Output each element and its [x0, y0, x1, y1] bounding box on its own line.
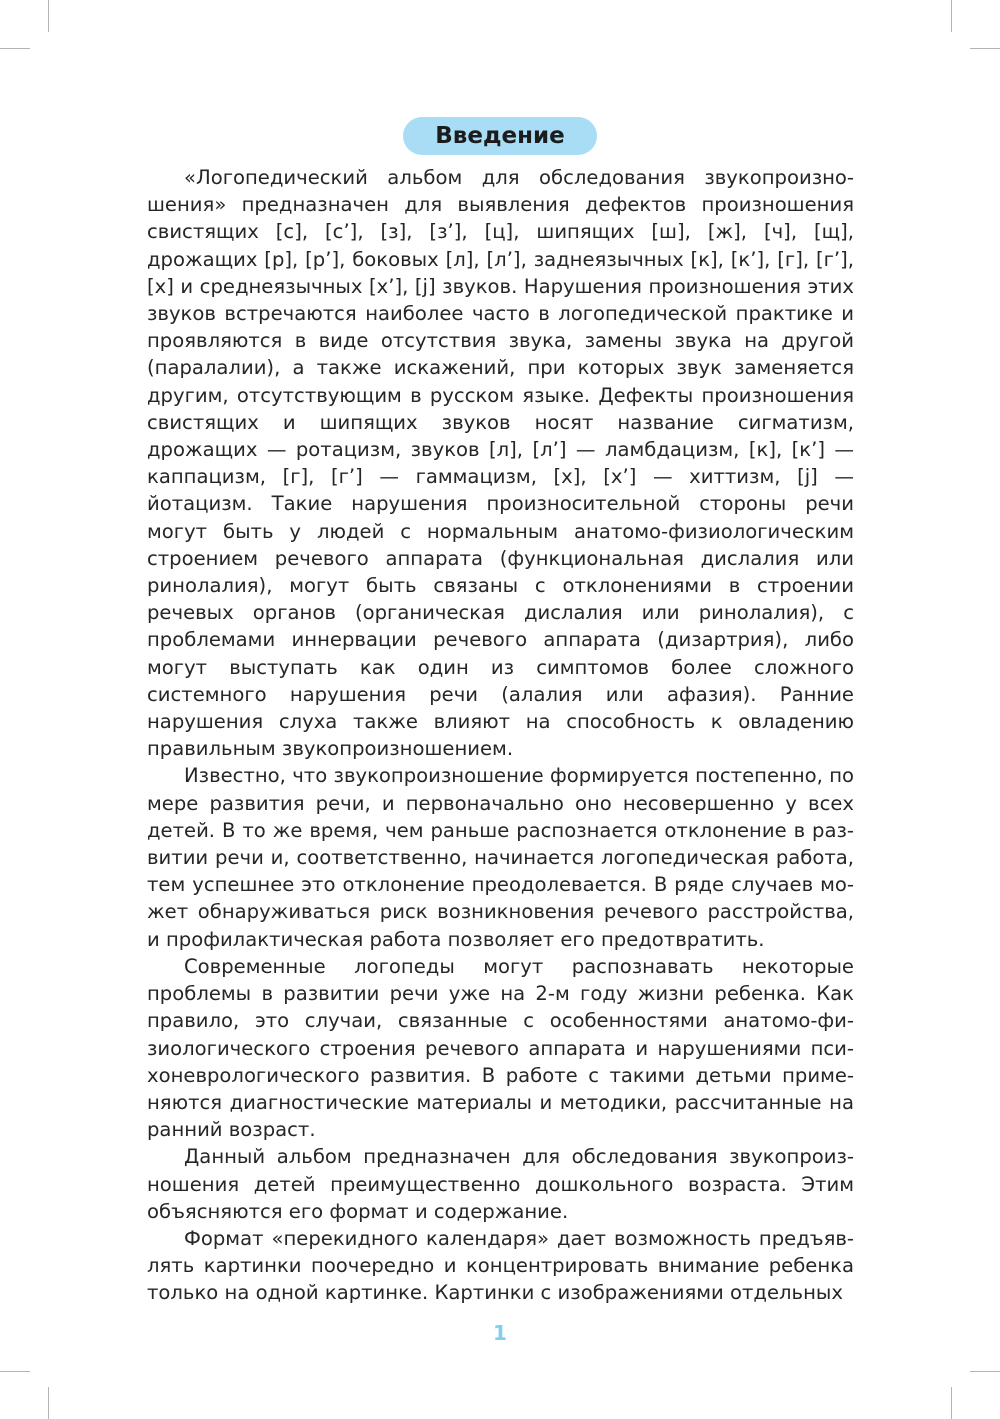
page-number: 1 — [493, 1321, 507, 1345]
paragraph: Данный альбом предназначен для обследования звукопроизношения детей преимущественно дошкольного возраста. Этим объясняются его формат и содержание. — [147, 1145, 854, 1223]
paragraph: Формат «перекидного календаря» дает возможность предъявлять картинки поочередно и концентрировать внимание ребенка только на одной картинке. Картинки с изображениями отдельных — [147, 1226, 854, 1305]
crop-mark-top-right-h — [970, 48, 1000, 49]
body-text — [147, 164, 854, 1307]
paragraph: Известно, что звукопроизношение формируется постепенно, по мере развития речи, и первоначально оно несовершенно у всех детей. В то же время, чем раньше распознается отклонение в развитии речи и, соответственно, начинается логопедическая работа, тем успешнее это отклонение преодолевается. В ряде случаев может обнаруживаться риск возникновения речевого расстройства, и профилактическая работа позволяет его предотвратить. — [147, 764, 854, 951]
crop-mark-bottom-right-v — [951, 1387, 952, 1419]
crop-mark-bottom-left-v — [48, 1387, 49, 1419]
crop-mark-top-left-v — [48, 0, 49, 32]
paragraph: «Логопедический альбом для обследования звукопроизношения» предназначен для выявления дефектов произношения свистящих [с], [с’], [з], [з’], [ц], шипящих [ш], [ж], [ч], [щ], дрожащих [р], [р’], боковых [л], [л’], заднеязычных [к], [к’], [г], [г’], [х] и среднеязычных [х’], [j] звуков. Нарушения произношения этих звуков встречаются наиболее часто в логопедической практике и проявляются в виде отсутствия звука, замены звука на другой (паралалии), а также искажений, при которых звук заменяется другим, отсутствующим в русском языке. Дефекты произношения свистящих и шипящих звуков носят название сигматизм, дрожащих — ротацизм, звуков [л], [л’] — ламбдацизм, [к], [к’] — каппацизм, [г], [г’] — гаммацизм, [х], [х’] — хиттизм, [j] — йотацизм. Такие нарушения произносительной стороны речи могут быть у людей с нормальным анатомо-физиологическим строением речевого аппарата (функциональная дислалия или ринолалия), могут быть связаны с отклонениями в строении речевых органов (органическая дислалия или ринолалия), с проблемами иннервации речевого аппарата (дизартрия), либо могут выступать как один из симптомов более сложного системного нарушения речи (алалия или афазия). Ранние нарушения слуха также влияют на способность к овладению правильным звукопроизношением. — [147, 166, 854, 761]
section-heading: Введение — [403, 117, 597, 155]
crop-mark-bottom-right-h — [970, 1371, 1000, 1372]
paragraph: Современные логопеды могут распознавать некоторые проблемы в развитии речи уже на 2-м году жизни ребенка. Как правило, это случаи, связанные с особенностями анатомо-физиологического строения речевого аппарата и нарушениями психоневрологического развития. В работе с такими детьми применяются диагностические материалы и методики, рассчитанные на ранний возраст. — [147, 954, 854, 1142]
crop-mark-bottom-left-h — [0, 1371, 30, 1372]
crop-mark-top-left-h — [0, 48, 30, 49]
crop-mark-top-right-v — [951, 0, 952, 32]
